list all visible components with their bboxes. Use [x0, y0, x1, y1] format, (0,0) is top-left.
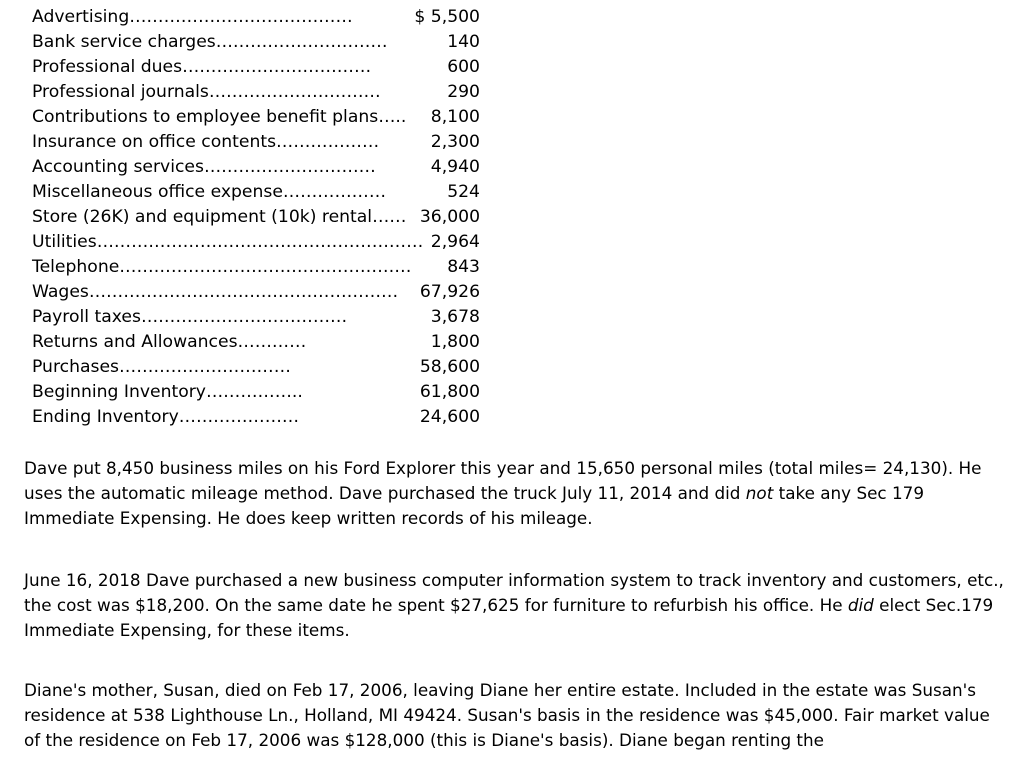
expense-label: Professional dues……………………………	[32, 57, 372, 77]
expense-amount: 524	[447, 182, 480, 202]
expense-label: Payroll taxes………………………………	[32, 307, 348, 327]
expense-row	[32, 155, 492, 180]
expense-amount: 600	[447, 57, 480, 77]
emphasis-text: not	[745, 483, 774, 503]
expense-amount: 2,964	[430, 232, 480, 252]
expense-row	[32, 30, 492, 55]
expense-row	[32, 330, 492, 355]
expense-row	[32, 280, 492, 305]
mileage-paragraph	[24, 456, 1009, 531]
expense-amount: 2,300	[430, 132, 480, 152]
expense-label: Telephone……………………………………………	[32, 257, 412, 277]
expense-amount: 61,800	[419, 382, 480, 402]
computer-purchase-paragraph	[24, 568, 1009, 643]
expense-row	[32, 230, 492, 255]
expense-row	[32, 5, 492, 30]
paragraph-text: June 16, 2018 Dave purchased a new business computer information system to track inventory and customers, etc., the cost was $18,200. On the same date he spent $27,625 for furniture to refurbish his office. He	[24, 570, 1004, 615]
emphasis-text: did	[847, 595, 874, 615]
paragraph-text: Diane's mother, Susan, died on Feb 17, 2006, leaving Diane her entire estate. Included in the estate was Susan's residence at 538 Lighthouse Ln., Holland, MI 49424. Susan's basis in the residence was $45,000. Fair market value of the residence on Feb 17, 2006 was $128,000 (this is Diane's basis). Diane began renting the	[24, 680, 990, 750]
expense-amount: 58,600	[419, 357, 480, 377]
expense-amount: 843	[447, 257, 480, 277]
expense-amount: 8,100	[430, 107, 480, 127]
expense-row	[32, 380, 492, 405]
expense-label: Store (26K) and equipment (10k) rental……	[32, 207, 407, 227]
expense-label: Contributions to employee benefit plans…..	[32, 107, 407, 127]
expense-row	[32, 255, 492, 280]
expense-row	[32, 405, 492, 430]
expense-row	[32, 180, 492, 205]
expense-label: Professional journals…………………………	[32, 82, 381, 102]
expense-label: Insurance on office contents………………	[32, 132, 380, 152]
expense-amount: 3,678	[430, 307, 480, 327]
expense-amount: 4,940	[430, 157, 480, 177]
expense-label: Advertising…………………………………	[32, 7, 353, 27]
expense-row	[32, 355, 492, 380]
expense-amount: 36,000	[419, 207, 480, 227]
paragraph-text: Dave put 8,450 business miles on his Ford Explorer this year and 15,650 personal miles (total miles= 24,130). He uses the automatic mileage method. Dave purchased the truck July 11, 2014 and did	[24, 458, 982, 503]
paragraph-text: take any Sec 179 Immediate Expensing. He does keep written records of his mileage.	[24, 483, 925, 528]
expense-row	[32, 80, 492, 105]
expense-amount: $ 5,500	[414, 7, 480, 27]
expense-row	[32, 305, 492, 330]
expense-label: Beginning Inventory……………..	[32, 382, 303, 402]
expense-label: Wages………………………………………………	[32, 282, 399, 302]
inheritance-paragraph	[24, 678, 1009, 753]
expense-label: Returns and Allowances…………	[32, 332, 307, 352]
expense-amount: 67,926	[419, 282, 480, 302]
expense-amount: 24,600	[419, 407, 480, 427]
expense-amount: 290	[447, 82, 480, 102]
expense-list	[32, 5, 492, 430]
expense-label: Accounting services…………………………	[32, 157, 376, 177]
expense-label: Bank service charges…………………………	[32, 32, 388, 52]
expense-row	[32, 55, 492, 80]
paragraph-text: elect Sec.179 Immediate Expensing, for these items.	[24, 595, 994, 640]
expense-label: Miscellaneous office expense………………	[32, 182, 387, 202]
expense-label: Purchases…………………………	[32, 357, 291, 377]
expense-row	[32, 205, 492, 230]
expense-label: Ending Inventory…………………	[32, 407, 300, 427]
expense-amount: 1,800	[430, 332, 480, 352]
expense-amount: 140	[447, 32, 480, 52]
expense-row	[32, 130, 492, 155]
expense-label: Utilities…………………………………………………	[32, 232, 424, 252]
expense-row	[32, 105, 492, 130]
